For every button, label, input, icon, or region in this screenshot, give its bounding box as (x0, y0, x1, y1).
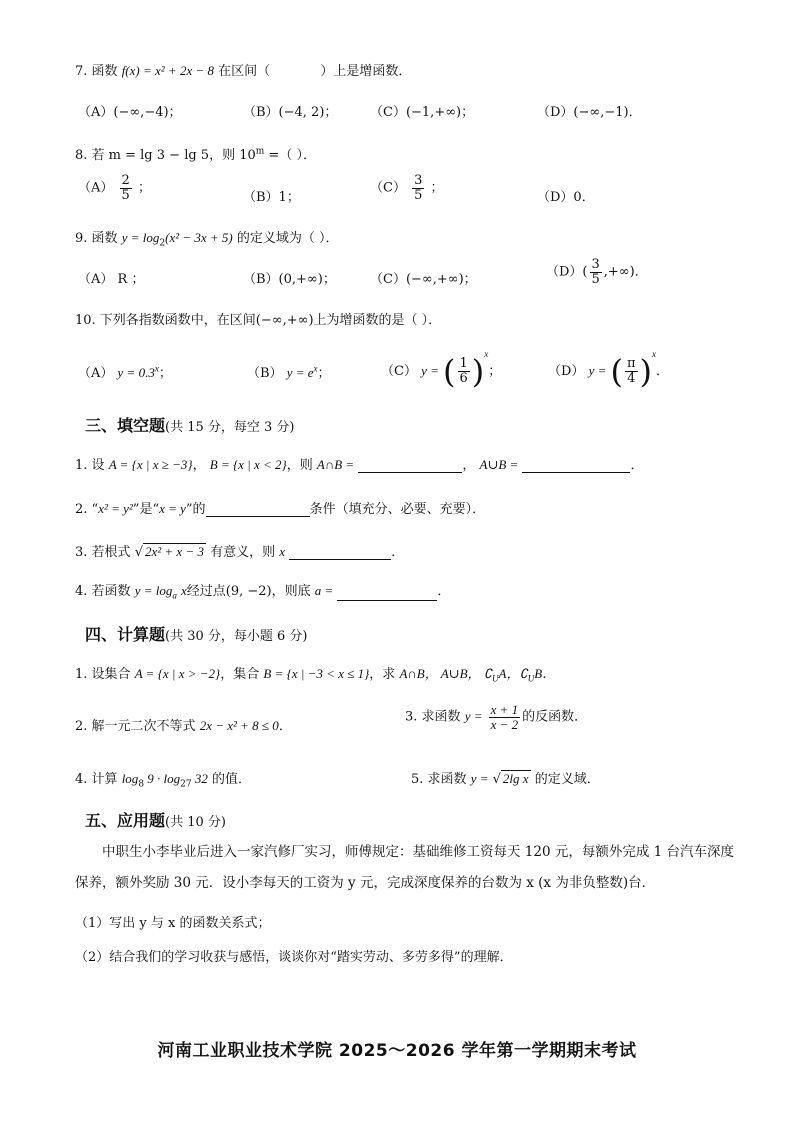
q7-option-d: （D）(−∞,−1)． (537, 105, 642, 120)
q8-a-label: （A） (78, 180, 114, 196)
q10-b-label: （B） (247, 366, 283, 381)
calc-3-a: 3. 求函数 (405, 709, 461, 725)
question-10: 10. 下列各指数函数中，在区间(−∞,+∞)上为增函数的是（ ）． (75, 313, 442, 328)
fill-1-set-a: A = {x | x ≥ −3} (108, 457, 193, 472)
section-5-note: (共 10 分) (165, 815, 226, 830)
q10-b-expr: y = e (286, 365, 314, 380)
calc-4-sub1: 8 (138, 779, 145, 790)
q10-c-sup: x (484, 349, 489, 359)
q8-c-den: 5 (414, 187, 423, 203)
q8-option-a (78, 174, 151, 202)
q10-c-label: （C） (381, 364, 417, 379)
calc-5-sqrt-sign: √ (492, 772, 501, 787)
calc-1-b: ，集合 (220, 667, 260, 682)
q7-option-b: （B）(−4, 2)； (243, 105, 338, 120)
fill-3-blank[interactable] (289, 545, 391, 560)
calc-1 (75, 663, 555, 684)
calc-1-set-a: A = {x | x > −2} (134, 666, 221, 681)
calc-4-end: 的值． (212, 772, 252, 787)
q7-option-a: （A）(−∞,−4)； (78, 105, 182, 120)
fill-1-c: ，则 (286, 458, 313, 473)
calc-4-expr3: 32 (191, 771, 208, 786)
q10-c-num: 1 (459, 356, 468, 372)
fill-2-expr1: x² = y² (98, 501, 133, 516)
q9-d-tail: ,+∞)． (603, 264, 648, 280)
q10-a-sup: x (154, 363, 159, 374)
q8-a-den: 5 (121, 187, 130, 203)
section-5-title: 五、应用题 (85, 811, 166, 830)
calc-1-a: 1. 设集合 (75, 667, 131, 682)
fill-4-var2: a = (314, 583, 334, 598)
q10-d-den: 4 (627, 371, 636, 386)
fill-1-blank-2[interactable] (522, 458, 630, 473)
q10-d-rparen: ) (639, 352, 653, 391)
calc-5-end: 的定义域． (534, 772, 600, 787)
question-9 (75, 227, 339, 249)
q10-option-a (78, 362, 172, 381)
q10-d-label: （D） (548, 364, 585, 379)
q10-d-fraction (625, 357, 638, 385)
q10-b-tail: ； (317, 366, 331, 381)
calc-3 (405, 703, 587, 731)
calc-2 (75, 715, 292, 734)
calc-4-expr1: log (121, 771, 139, 786)
fill-1-blank-1[interactable] (358, 458, 462, 473)
q10-d-tail: ． (656, 364, 670, 379)
calc-5-expr: y = (470, 771, 489, 786)
section-4-note: (共 30 分，每小题 6 分) (165, 629, 308, 644)
calc-5 (411, 768, 600, 787)
calc-4 (75, 768, 251, 790)
q9-func: y = log (121, 230, 160, 245)
q9-option-c: （C）(−∞,+∞)； (370, 272, 477, 287)
calc-1-op4: B． (534, 666, 556, 681)
fill-2-a: 2. “ (75, 502, 99, 517)
calc-2-end: ． (278, 719, 292, 734)
fill-4-var: x (180, 583, 187, 598)
q9-option-b: （B）(0,+∞)； (243, 272, 336, 287)
fill-3 (75, 541, 404, 560)
fill-4-a: 4. 若函数 (75, 584, 131, 599)
q8-c-tail: ； (430, 180, 444, 196)
fill-2-d: 条件（填充分、必要、充要）． (309, 502, 486, 517)
calc-3-end: 的反函数． (522, 709, 588, 725)
section-3-heading (85, 413, 295, 436)
q10-c-tail: ； (488, 364, 502, 379)
section-4-heading (85, 622, 308, 645)
q10-c-lparen: ( (443, 352, 456, 391)
calc-1-sub2: U (527, 673, 535, 684)
fill-2-blank[interactable] (206, 502, 310, 517)
q8-sup: m (255, 146, 265, 157)
q8-c-num: 3 (414, 173, 423, 188)
application-q1: （1）写出 y 与 x 的函数关系式； (75, 916, 271, 931)
q10-d-expr: y = (588, 363, 607, 378)
q10-c-fraction (458, 357, 470, 385)
q8-stem: 8. 若 m = lg 3 − lg 5，则 10 (75, 148, 256, 163)
fill-1-op2: A∪B = (479, 457, 519, 472)
q7-stem-c: ）上是增函数． (320, 64, 412, 79)
q10-option-d (548, 349, 670, 391)
q10-a-tail: ； (158, 366, 172, 381)
calc-1-c: ，求 (369, 667, 396, 682)
q10-a-label: （A） (78, 366, 114, 381)
fill-4-expr: y = log (134, 583, 173, 598)
q9-stem-b: 的定义域为（ ）． (236, 231, 339, 246)
section-4-title: 四、计算题 (85, 625, 166, 644)
calc-4-expr2: 9 · log (144, 771, 181, 786)
fill-4-blank[interactable] (337, 586, 437, 601)
q9-d-fraction (590, 258, 602, 286)
q10-d-sup: x (652, 349, 657, 359)
fill-2 (75, 498, 485, 517)
q8-tail: =（ ）． (264, 148, 316, 163)
q9-d-den: 5 (591, 271, 600, 287)
q8-option-c (370, 174, 444, 202)
q10-c-den: 6 (459, 371, 468, 386)
fill-1-d: ， (462, 458, 476, 473)
application-paragraph: 中职生小李毕业后进入一家汽修厂实习，师傅规定：基础维修工资每天 120 元，每额外完成 1 台汽车深度保养，额外奖励 30 元．设小李每天的工资为 y 元，完成深度保养的台数为 x (x 为非负整数)台． (75, 844, 735, 891)
calc-3-expr: y = (464, 708, 483, 724)
calc-1-sub1: U (492, 673, 499, 684)
fill-2-expr2: x = y (159, 501, 186, 516)
q8-a-num: 2 (121, 173, 130, 188)
q7-stem-b: 在区间（ (218, 64, 271, 79)
exam-footer-title: 河南工业职业技术学院 2025～2026 学年第一学期期末考试 (157, 1041, 637, 1061)
fill-1-end: ． (630, 458, 644, 473)
fill-3-sqrt-sign: √ (134, 545, 143, 560)
q9-option-d (546, 258, 648, 286)
fill-1-set-b: B = {x | x < 2} (209, 457, 287, 472)
fill-1-op1: A∩B = (316, 457, 355, 472)
fill-4-end: ． (437, 584, 451, 599)
q9-sub: 2 (159, 238, 166, 249)
fill-1 (75, 454, 643, 473)
q9-func-b: (x² − 3x + 5) (165, 230, 233, 245)
q9-stem-a: 9. 函数 (75, 231, 118, 246)
calc-1-set-b: B = {x | −3 < x ≤ 1} (263, 666, 370, 681)
calc-1-ops: A∩B， A∪B， ∁ (399, 666, 493, 681)
calc-2-expr: 2x − x² + 8 ≤ 0 (199, 718, 279, 733)
q8-option-d: （D）0． (537, 190, 595, 205)
q10-a-expr: y = 0.3 (117, 365, 155, 380)
q9-d-num: 3 (591, 257, 600, 272)
q8-a-fraction (120, 174, 132, 202)
q7-func: f(x) = x² + 2x − 8 (121, 63, 214, 78)
q8-a-tail: ； (137, 180, 151, 196)
fill-2-b: ”是“ (132, 502, 160, 517)
q10-d-lparen: ( (610, 352, 623, 391)
calc-3-den: x − 2 (490, 716, 519, 732)
fill-4 (75, 580, 450, 601)
q8-c-fraction (412, 174, 424, 202)
q10-d-num: π (627, 356, 636, 372)
q10-c-expr: y = (421, 363, 439, 378)
section-5-heading (85, 808, 226, 831)
q8-option-b: （B）1； (243, 190, 300, 205)
fill-2-c: ”的 (185, 502, 206, 517)
q9-option-a: （A） R ； (78, 272, 145, 287)
fill-3-end: ． (391, 545, 405, 560)
calc-4-a: 4. 计算 (75, 772, 118, 787)
q7-stem-a: 7. 函数 (75, 64, 118, 79)
fill-4-b: 经过点(9, −2)，则底 (186, 584, 311, 599)
calc-3-num: x + 1 (490, 702, 519, 717)
fill-3-b: 有意义，则 (210, 545, 276, 560)
calc-1-op3: A，∁ (498, 666, 528, 681)
application-q2: （2）结合我们的学习收获与感悟，谈谈你对“踏实劳动、多劳多得”的理解． (75, 950, 513, 965)
fill-4-sub: a (172, 590, 177, 601)
q10-c-rparen: ) (471, 352, 485, 391)
q8-c-label: （C） (370, 180, 406, 196)
calc-5-radicand: 2lg x (502, 771, 529, 786)
q9-d-label: （D）( (546, 264, 588, 280)
q7-option-c: （C）(−1,+∞)； (370, 105, 475, 120)
fill-1-a: 1. 设 (75, 458, 105, 473)
calc-5-a: 5. 求函数 (411, 772, 467, 787)
q10-option-b (247, 362, 331, 381)
fill-1-b: ， (192, 458, 206, 473)
fill-3-radicand: 2x² + x − 3 (144, 544, 204, 559)
section-3-title: 三、填空题 (85, 416, 166, 435)
section-3-note: (共 15 分，每空 3 分) (165, 420, 295, 435)
calc-2-a: 2. 解一元二次不等式 (75, 719, 196, 734)
fill-3-a: 3. 若根式 (75, 545, 131, 560)
calc-4-sub2: 27 (180, 779, 192, 790)
q10-option-c (381, 349, 502, 391)
q10-b-sup: x (313, 363, 318, 374)
fill-3-var: x (279, 544, 286, 559)
question-7 (75, 60, 411, 79)
question-8 (75, 144, 316, 163)
calc-3-fraction (489, 703, 521, 731)
